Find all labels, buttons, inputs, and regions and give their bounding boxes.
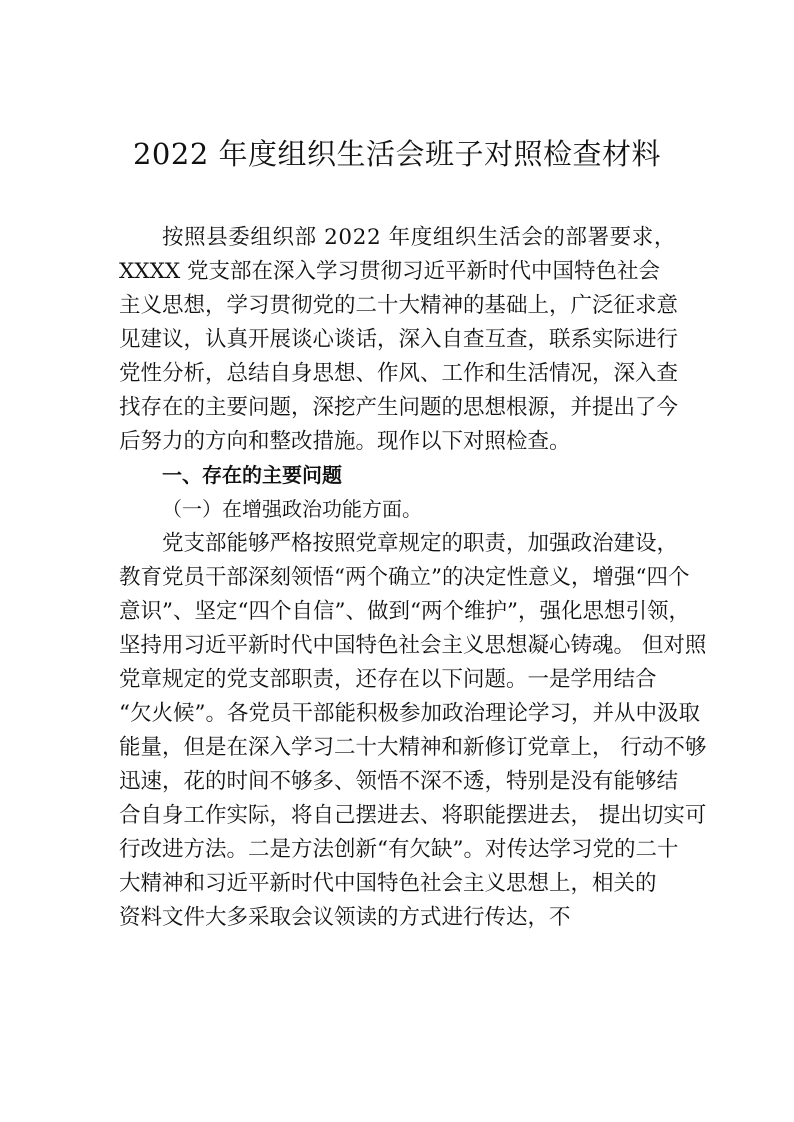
body-line-7: 能量，但是在深入学习二十大精神和新修订党章上， 行动不够 [119, 735, 707, 760]
document-title: 2022 年度组织生活会班子对照检查材料 [132, 137, 662, 171]
body-line-2: 教育党员干部深刻领悟“两个确立”的决定性意义，增强“四个 [119, 565, 690, 590]
body-line-6: “欠火候”。各党员干部能积极参加政治理论学习，并从中汲取 [119, 701, 700, 726]
intro-line-1: 按照县委组织部 2022 年度组织生活会的部署要求， [162, 225, 676, 250]
section-heading: 一、存在的主要问题 [162, 463, 342, 487]
intro-line-3: 主义思想，学习贯彻党的二十大精神的基础上，广泛征求意 [119, 293, 679, 318]
intro-line-6: 找存在的主要问题，深挖产生问题的思想根源，并提出了今 [119, 395, 679, 420]
body-line-10: 行改进方法。二是方法创新“有欠缺”。对传达学习党的二十 [119, 837, 679, 862]
intro-line-2: XXXX 党支部在深入学习贯彻习近平新时代中国特色社会 [119, 259, 661, 284]
body-line-12: 资料文件大多采取会议领读的方式进行传达，不 [119, 905, 571, 930]
body-line-1: 党支部能够严格按照党章规定的职责，加强政治建设， [162, 531, 679, 556]
intro-line-5: 党性分析，总结自身思想、作风、工作和生活情况，深入查 [119, 361, 679, 386]
body-line-5: 党章规定的党支部职责，还存在以下问题。一是学用结合 [119, 667, 657, 692]
intro-line-7: 后努力的方向和整改措施。现作以下对照检查。 [119, 429, 571, 454]
body-line-8: 迅速，花的时间不够多、领悟不深不透，特别是没有能够结 [119, 769, 679, 794]
body-line-11: 大精神和习近平新时代中国特色社会主义思想上，相关的 [119, 871, 657, 896]
body-line-4: 坚持用习近平新时代中国特色社会主义思想凝心铸魂。 但对照 [119, 633, 707, 658]
intro-line-4: 见建议，认真开展谈心谈话，深入自查互查，联系实际进行 [119, 327, 679, 352]
body-line-3: 意识”、坚定“四个自信”、做到“两个维护”，强化思想引领， [119, 599, 690, 624]
body-line-9: 合自身工作实际，将自己摆进去、将职能摆进去， 提出切实可 [119, 803, 707, 828]
subsection-heading: （一）在增强政治功能方面。 [162, 497, 422, 521]
